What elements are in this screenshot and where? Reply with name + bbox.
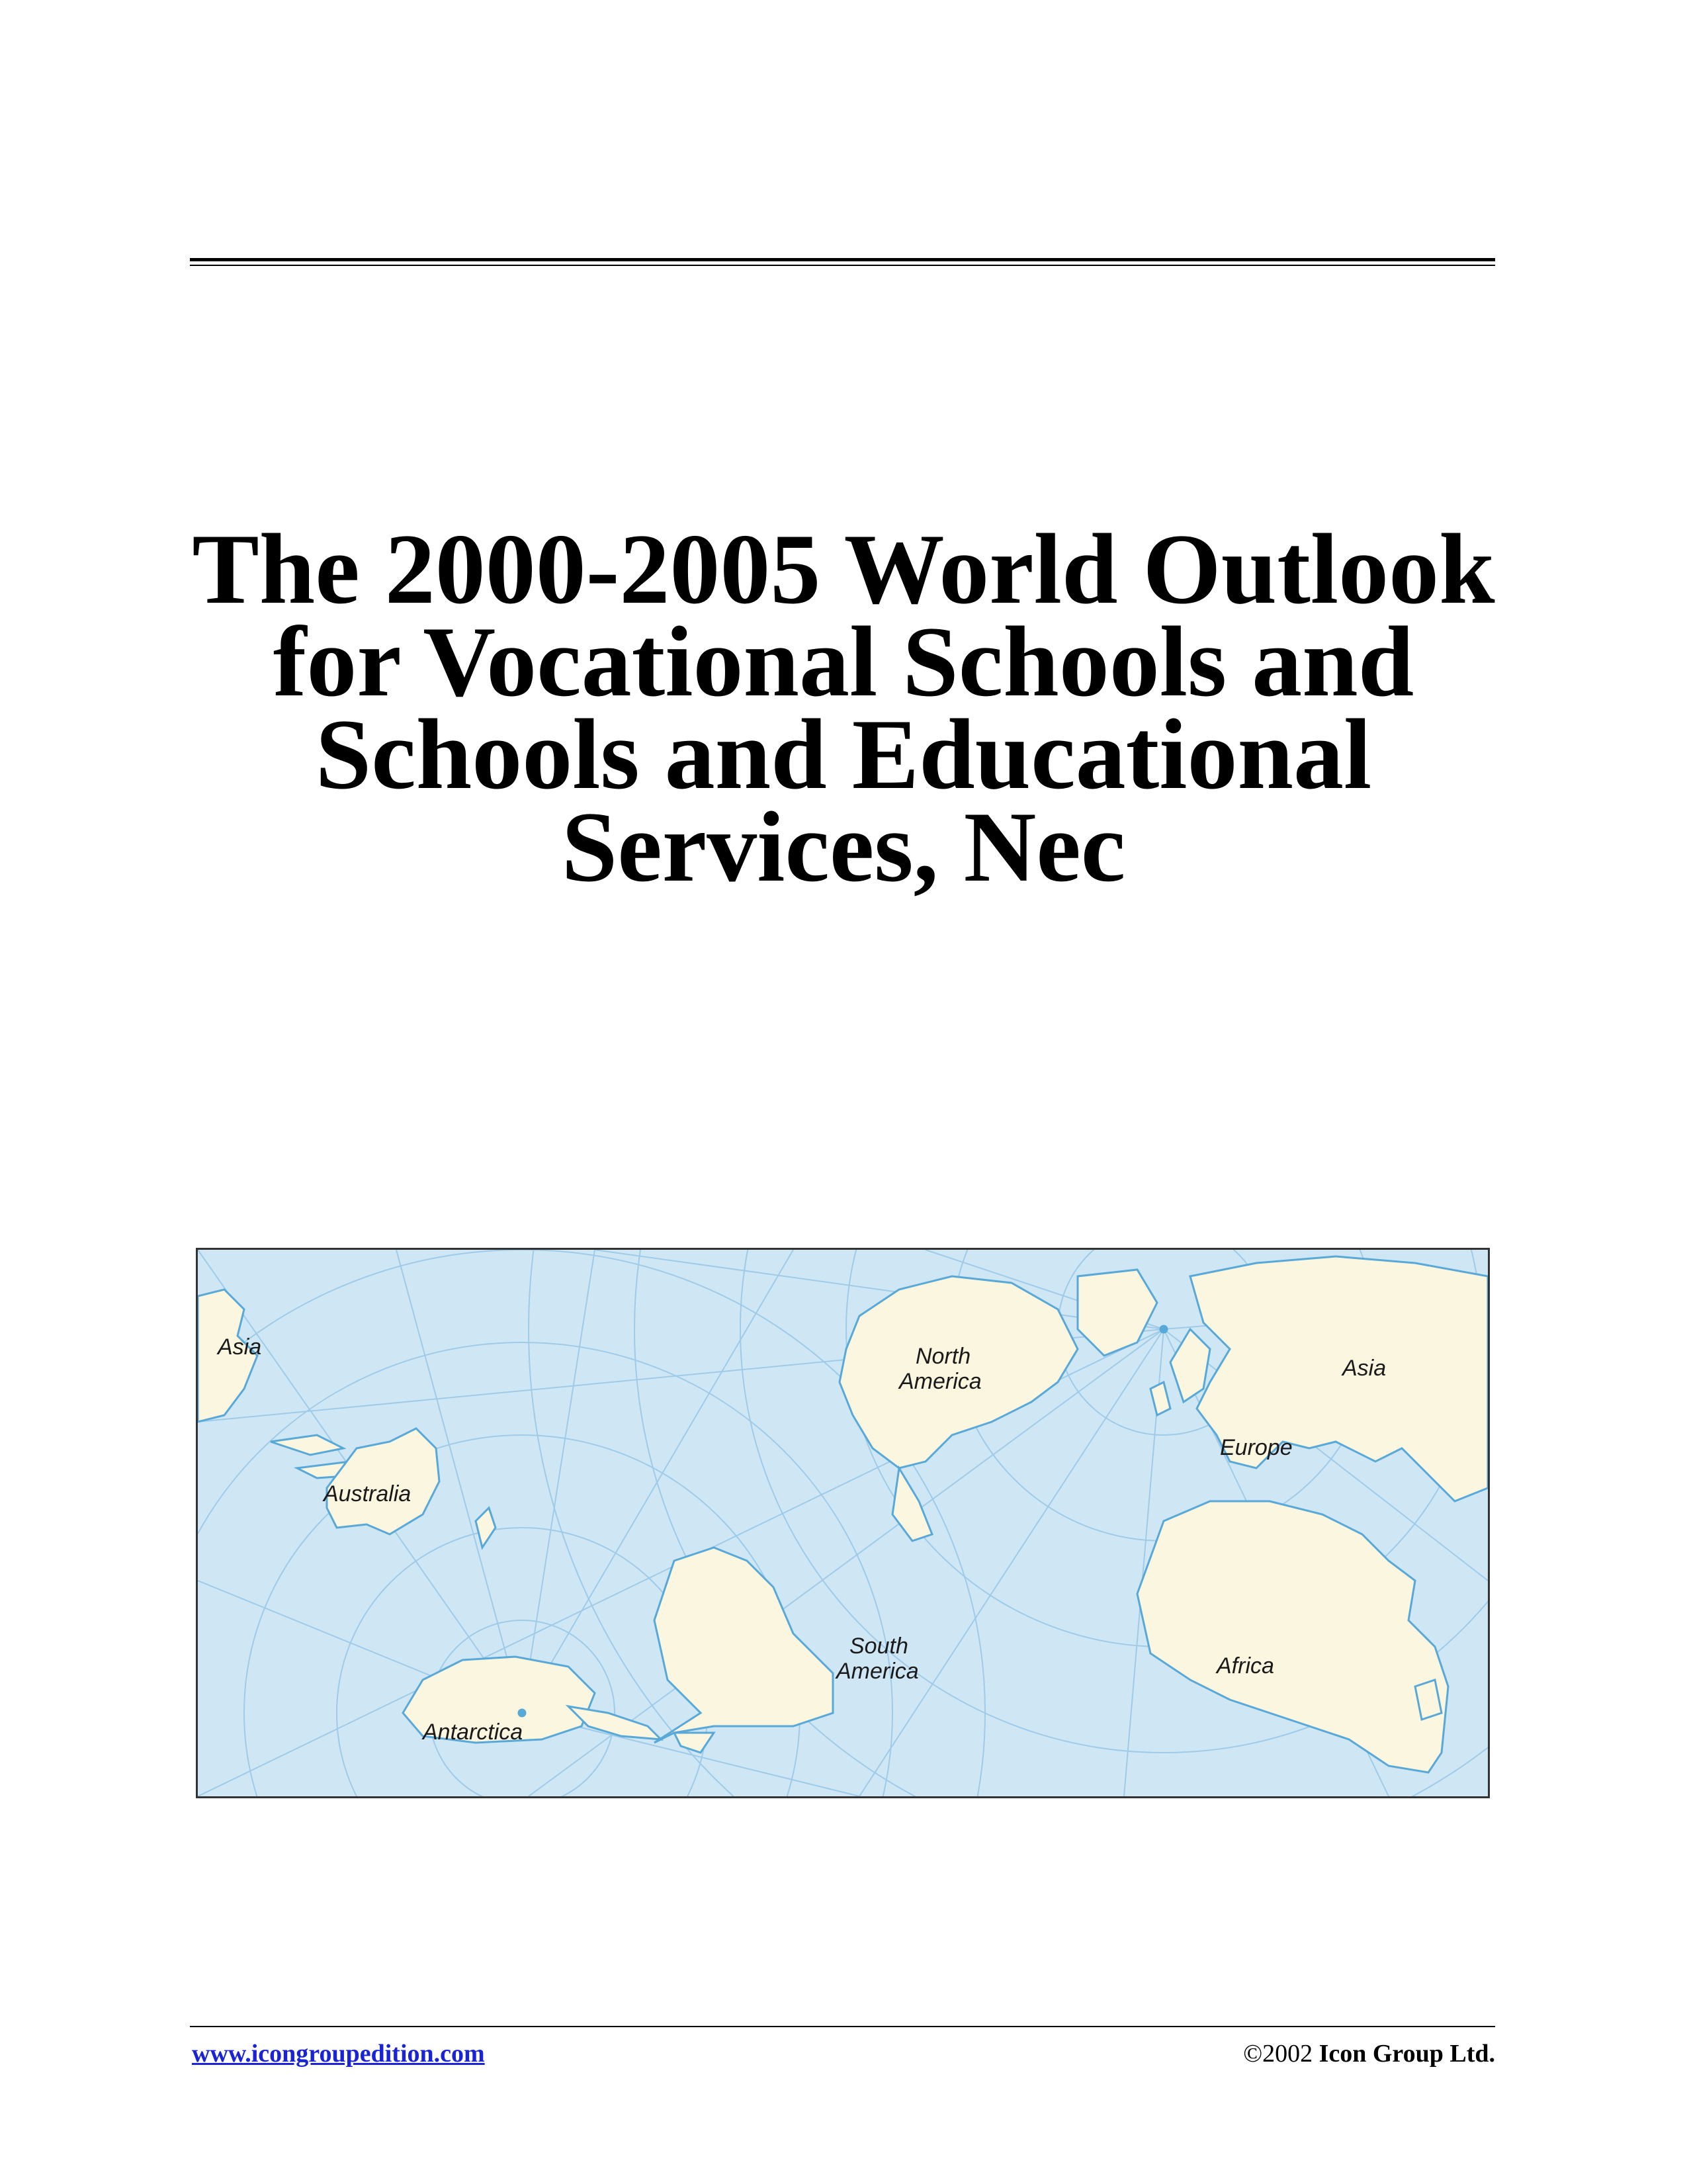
report-title bbox=[165, 513, 1522, 902]
title-line: The 2000-2005 World Outlook bbox=[192, 513, 1495, 625]
world-map bbox=[196, 1248, 1490, 1798]
map-label-australia: Australia bbox=[324, 1481, 411, 1507]
title-line: Services, Nec bbox=[561, 791, 1126, 902]
copyright-notice bbox=[1243, 2039, 1495, 2068]
map-label-north-america-line2: America bbox=[899, 1369, 982, 1394]
copyright-symbol: © bbox=[1243, 2040, 1263, 2068]
footer-rule bbox=[190, 2026, 1495, 2027]
map-label-south-america-line1: South bbox=[849, 1634, 908, 1659]
company-name: Icon Group Ltd. bbox=[1319, 2040, 1495, 2068]
title-line: Schools and Educational bbox=[315, 699, 1372, 810]
top-rule-thick bbox=[190, 258, 1495, 261]
map-label-asia-left: Asia bbox=[218, 1334, 262, 1360]
map-label-europe: Europe bbox=[1220, 1435, 1293, 1460]
map-label-south-america-line2: America bbox=[836, 1659, 919, 1684]
map-label-africa: Africa bbox=[1217, 1653, 1274, 1679]
map-label-asia-right: Asia bbox=[1342, 1356, 1387, 1381]
world-map-graphic bbox=[198, 1250, 1488, 1796]
copyright-year: 2002 bbox=[1262, 2040, 1313, 2068]
title-line: for Vocational Schools and bbox=[273, 606, 1414, 717]
website-link[interactable]: www.icongroupedition.com bbox=[192, 2040, 485, 2068]
top-rule-thin bbox=[190, 265, 1495, 266]
map-label-antarctica: Antarctica bbox=[423, 1720, 523, 1745]
map-label-north-america-line1: North bbox=[916, 1344, 971, 1369]
